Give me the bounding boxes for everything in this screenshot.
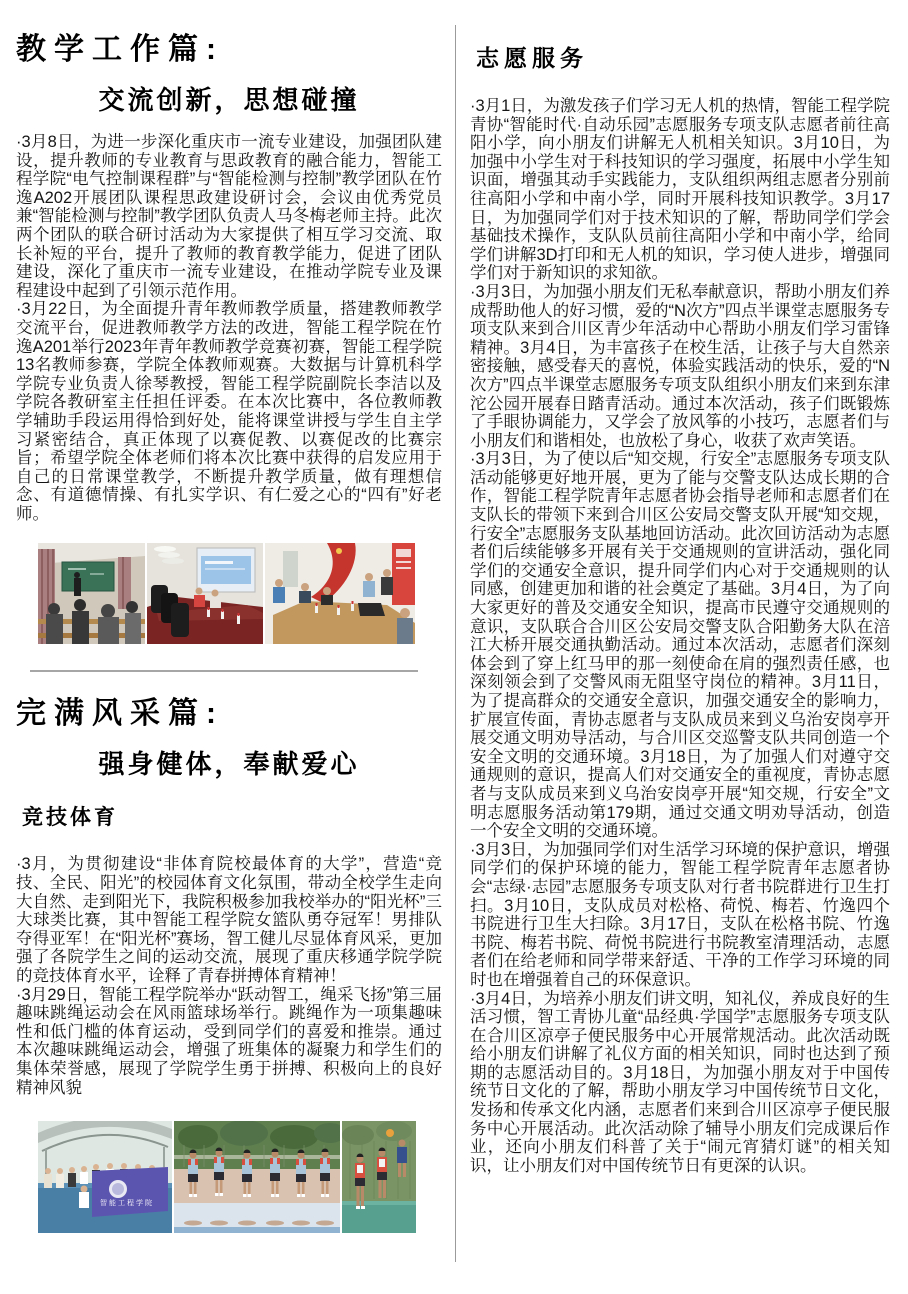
right-column	[470, 0, 890, 1175]
teaching-section-subtitle: 交流创新，思想碰撞	[98, 85, 360, 115]
teaching-paragraph-2: ·3月22日，为全面提升青年教师教学质量，搭建教师教学交流平台，促进教师教学方法的改进，智能工程学院在竹逸A201举行2023年青年教师教学竞赛初赛，智能工程学院13名教师参赛，学院全体教师观赛。大数据与计算机科学学院专业负责人徐琴教授，智能工程学院副院长李洁以及学院各教研室主任担任评委。在本次比赛中，各位教师教学辅助手段运用得恰到好处，能将课堂讲授与学生自主学习紧密结合，真正体现了以赛促教、以赛促改的比赛宗旨；希望学院全体老师们将本次比赛中获得的启发应用于自己的日常课堂教学，不断提升教学质量，做有理想信念、有道德情操、有扎实学识、有仁爱之心的“四有”好老师。	[16, 300, 442, 523]
fengcai-section-title: 完满风采篇:	[16, 697, 224, 731]
fengcai-section-subtitle: 强身健体，奉献爱心	[98, 749, 360, 780]
sports-subheading: 竞技体育	[22, 806, 118, 830]
volunteer-paragraph-2: ·3月3日，为加强小朋友们无私奉献意识，帮助小朋友们养成帮助他人的好习惯，爱的“N次方”四点半课堂志愿服务专项支队来到合川区青少年活动中心帮助小朋友们学习雷锋精神。3月4日，为丰富孩子在校生活，让孩子与大自然亲密接触，感受春天的喜悦，体验实践活动的快乐，爱的“N次方”四点半课堂志愿服务专项支队组织小朋友们来到东津沱公园开展春日踏青活动。通过本次活动，孩子们既锻炼了手眼协调能力，又学会了放风筝的小技巧，志愿者们与小朋友们和谐相处，也放松了身心，收获了欢声笑语。	[470, 282, 890, 450]
sports-paragraph-1: ·3月，为贯彻建设“非体育院校最体育的大学”，营造“竞技、全民、阳光”的校园体育文化氛围，带动全校学生走向大自然、走到阳光下，我院积极参加我校举办的“阳光杯”三大球类比赛，其中智能工程学院女篮队勇夺冠军！男排队夺得亚军！在“阳光杯”赛场，智工健儿尽显体育风采，更加强了各院学生之间的运动交流，展现了重庆移通学院学院的竞技体育水平，诠释了青春拼搏体育精神！	[16, 855, 442, 986]
team-flag-group-photo	[38, 1121, 172, 1233]
volunteer-paragraph-5: ·3月4日，为培养小朋友们讲文明，知礼仪，养成良好的生活习惯，智工青协儿童“品经典·学国学”志愿服务专项支队在合川区凉亭子便民服务中心开展常规活动。此次活动既给小朋友们讲解了礼仪方面的相关知识，同时也达到了预期的志愿活动目的。3月18日，为加强小朋友对于中国传统节日文化的了解，帮助小朋友学习中国传统节日文化，发扬和传承文化内涵，志愿者们来到合川区凉亭子便民服务中心开展活动。此次活动除了辅导小朋友们完成课后作业，还向小朋友们科普了关于“闹元宵猜灯谜”的相关知识，让小朋友们对中国传统节日有更深的认识。	[470, 989, 890, 1175]
left-column	[16, 0, 442, 1233]
volunteer-paragraph-1: ·3月1日，为激发孩子们学习无人机的热情，智能工程学院青协“智能时代·自动乐园”志愿服务专项支队志愿者前往高阳小学，向小朋友们讲解无人机相关知识。3月10日，为加强中小学生对于科技知识的学习强度，拓展中小学生知识面，增强其动手实践能力，支队组织两组志愿者分别前往高阳小学和中南小学，同时开展科技知识教学。3月17日，为加强同学们对于技术知识的了解，帮助同学们学会基础技术操作，支队队员前往高阳小学和中南小学，给同学们讲解3D打印和无人机的知识，学习使人进步，增强同学们对于新知识的求知欲。	[470, 97, 890, 283]
meeting-room-photo	[147, 543, 263, 644]
teaching-section-title: 教学工作篇:	[16, 33, 224, 66]
volunteer-paragraph-4: ·3月3日，为加强同学们对生活学习环境的保护意识，增强同学们的保护环境的能力，智能工程学院青年志愿者协会“志绿·志园”志愿服务专项支队对行者书院群进行卫生打扫。3月10日，支队成员对松格、荷悦、梅若、竹逸四个书院进行卫生大扫除。3月17日，支队在松格书院、竹逸书院、梅若书院、荷悦书院进行书院教室清理活动，志愿者们在给老师和同学带来舒适、干净的工作学习环境的同时也在增强着自己的环保意识。	[470, 840, 890, 989]
column-divider	[455, 25, 456, 1262]
team-discussion-photo	[265, 543, 415, 644]
teaching-photo-collage	[38, 543, 416, 644]
match-action-photo	[342, 1121, 416, 1233]
volunteer-heading: 志愿服务	[476, 45, 588, 71]
teaching-paragraph-1: ·3月8日，为进一步深化重庆市一流专业建设，加强团队建设，提升教师的专业教育与思政教育的融合能力，智能工程学院“电气控制课程群”与“智能检测与控制”教学团队在竹逸A202开展团队课程思政建设研讨会，会议由优秀党员兼“智能检测与控制”教学团队负责人马冬梅老师主持。此次两个团队的联合研讨活动为大家提供了相互学习交流、取长补短的平台，提升了教师的教育教学能力，促进了团队建设，深化了重庆市一流专业建设，在推动学院专业及课程建设中起到了引领示范作用。	[16, 133, 442, 300]
classroom-lecture-photo	[38, 543, 145, 644]
section-divider	[30, 670, 418, 672]
sports-photo-collage	[38, 1121, 416, 1233]
volleyball-lineup-photo	[174, 1121, 340, 1233]
flag-text: 智能工程学院	[100, 1200, 154, 1208]
sports-paragraph-2: ·3月29日，智能工程学院举办“跃动智工，绳采飞扬”第三届趣味跳绳运动会在风雨篮球场举行。跳绳作为一项集趣味性和低门槛的体育运动，受到同学们的喜爱和推崇。通过本次趣味跳绳运动会，增强了班集体的凝聚力和学生们的集体荣誉感，展现了学院学生勇于拼搏、积极向上的良好精神风貌	[16, 985, 442, 1097]
volunteer-paragraph-3: ·3月3日，为了使以后“知交规，行安全”志愿服务专项支队活动能够更好地开展，更为了能与交警支队达成长期的合作，智能工程学院青年志愿者协会指导老师和志愿者们在支队长的带领下来到合川区公安局交警支队开展“知交规，行安全”志愿服务支队基地回访活动。此次回访活动为志愿者们后续能够多开展有关于交通规则的宣讲活动，强化同学们的交通安全意识，提升同学们内心对于交通规则的认同感，创建更加和谐的社会奠定了基础。3月4日，为了向大家更好的普及交通安全知识，提高市民遵守交通规则的意识，支队联合合川区公安局交警支队合阳勤务大队在涪江大桥开展交通执勤活动。通过本次活动，志愿者们深刻体会到了穿上红马甲的那一刻使命在肩的强烈责任感，也深刻领会到了交警风雨无阻坚守岗位的精神。3月11日，为了提高群众的交通安全意识，加强交通安全的影响力，扩展宣传面，青协志愿者与支队成员来到义乌治安岗亭开展交通文明劝导活动，与合川区交巡警支队共同创造一个安全文明的交通环境。3月18日，为了加强人们对遵守交通规则的意识，提高人们对交通安全的重视度，青协志愿者与支队成员来到义乌治安岗亭开展“知交规，行安全”文明志愿服务活动第179期，通过交通文明劝导活动，创造一个安全文明的交通环境。	[470, 450, 890, 841]
